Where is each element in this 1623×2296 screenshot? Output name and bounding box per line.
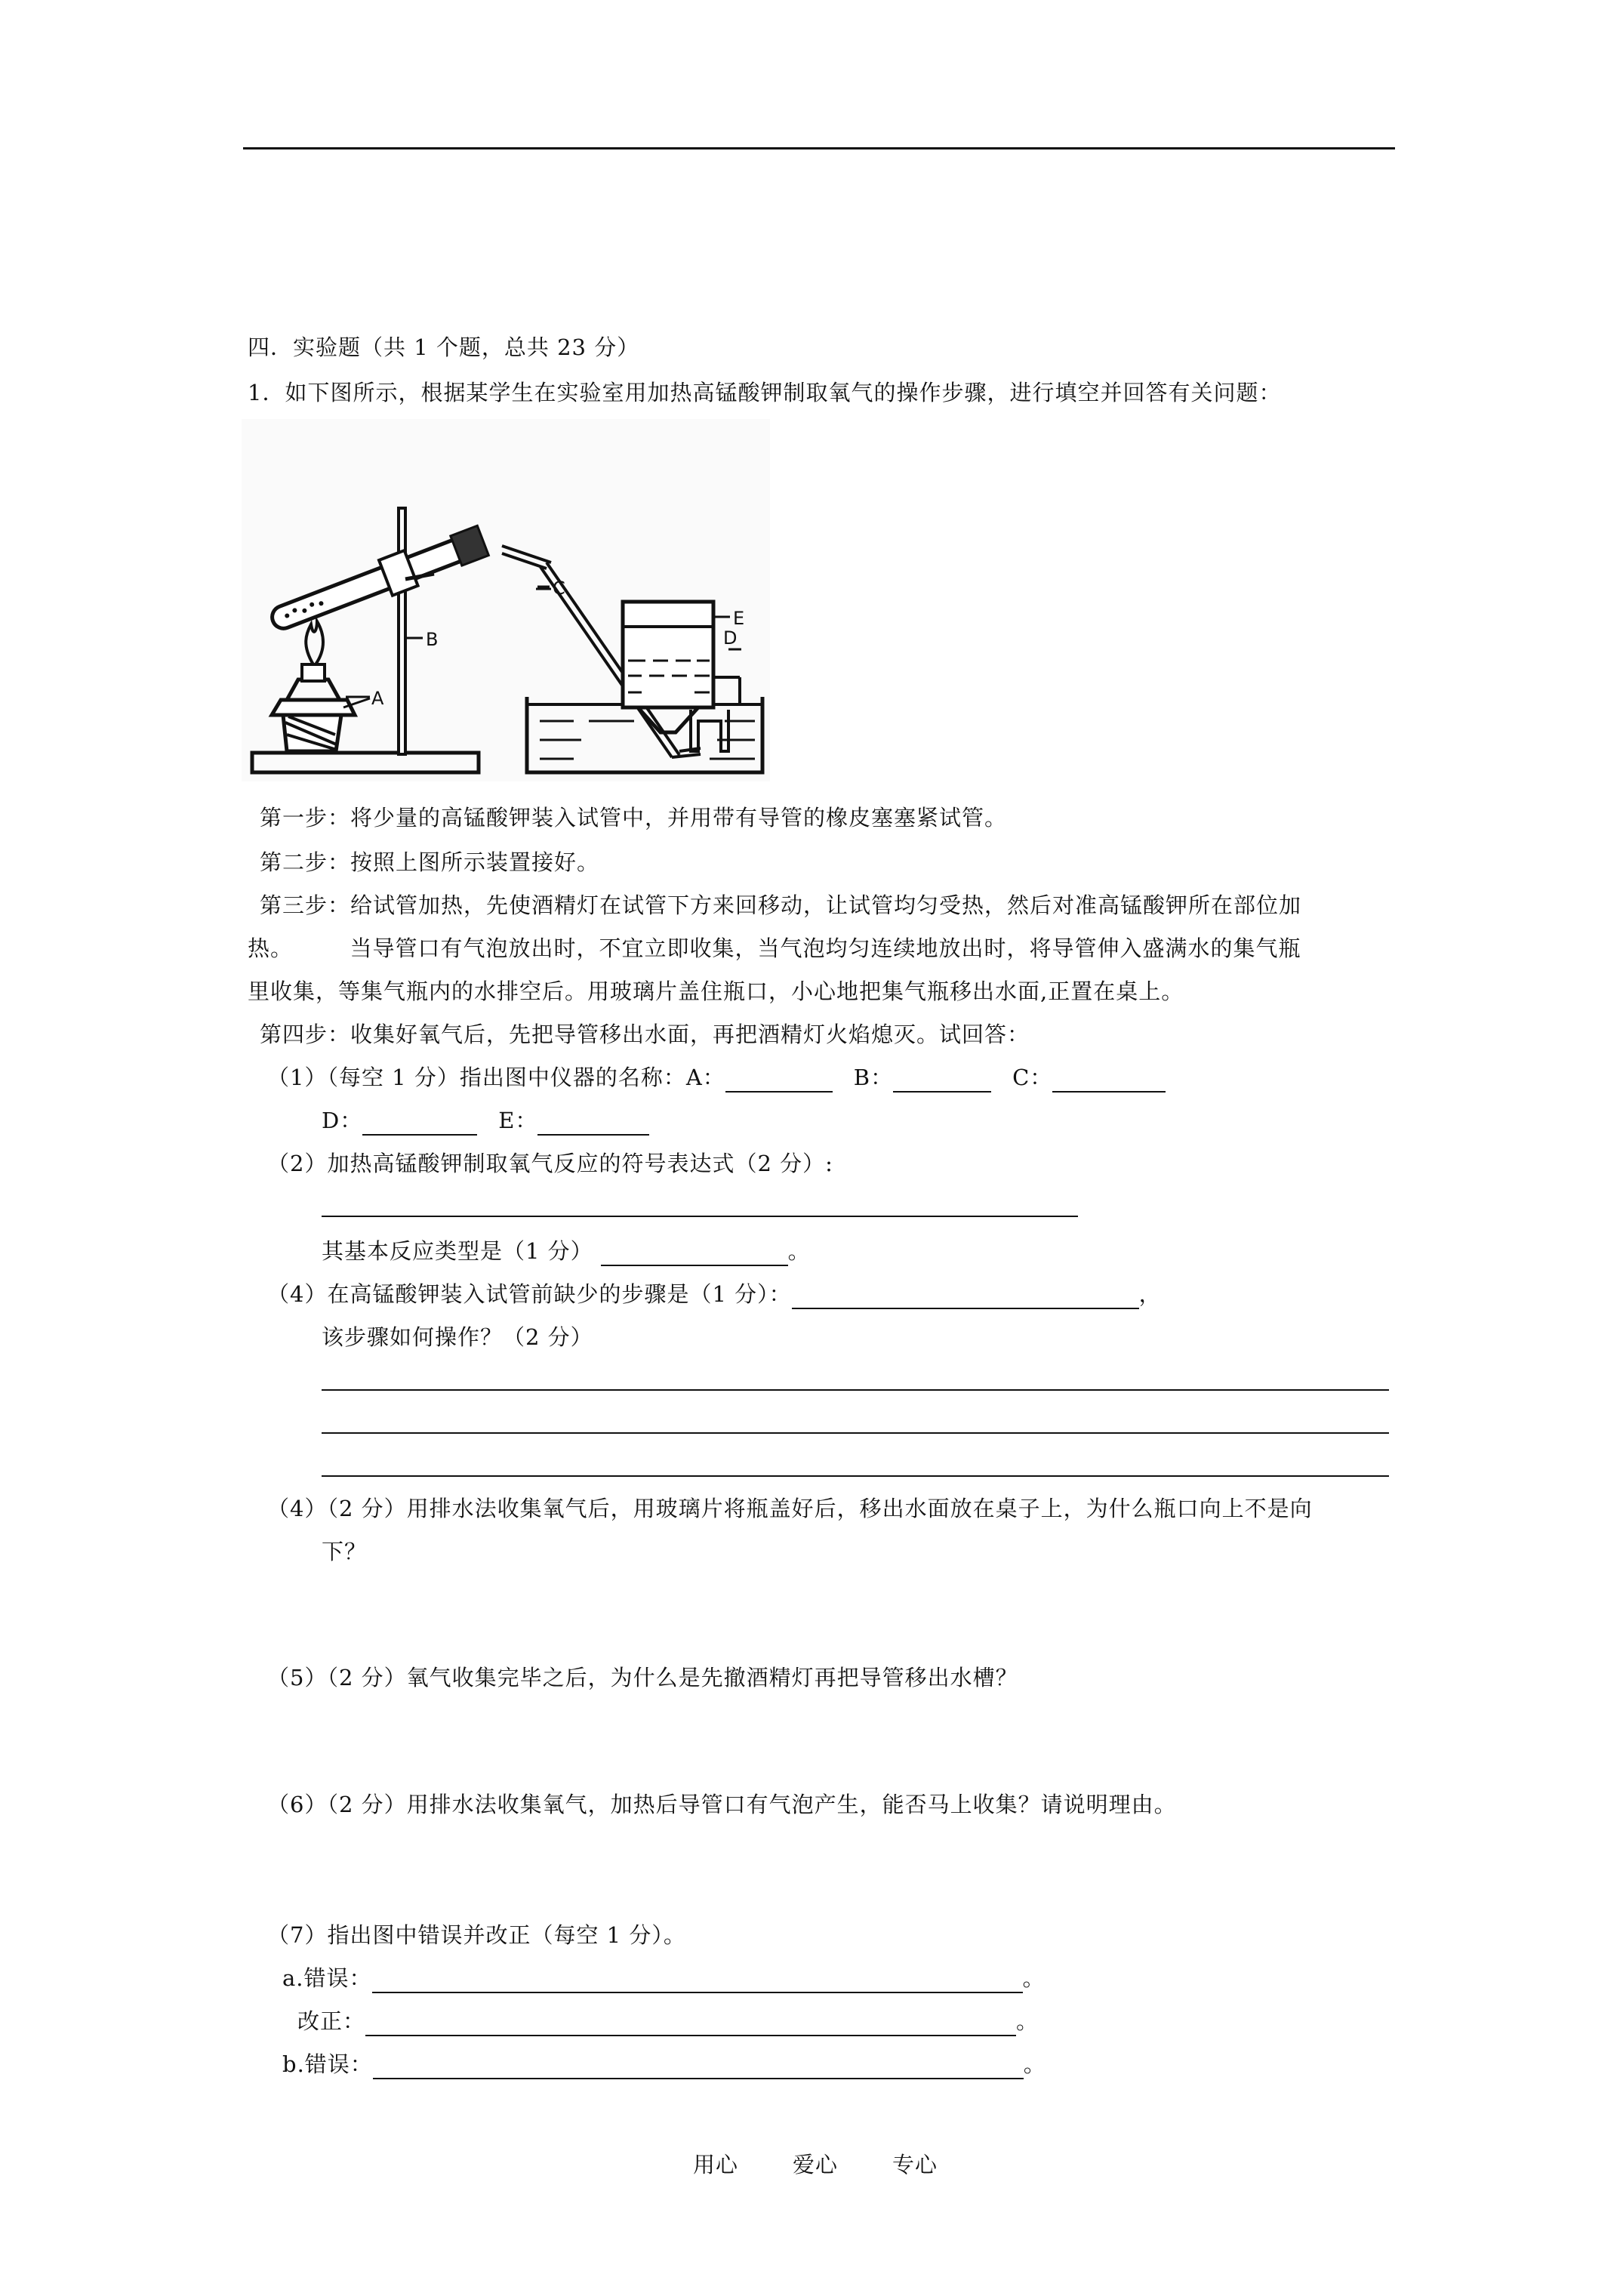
label-a: A <box>371 688 384 709</box>
header-rule <box>243 147 1395 149</box>
q7-b-error-end: 。 <box>1023 2051 1046 2077</box>
q7-text: （7）指出图中错误并改正（每空 1 分）。 <box>267 1922 686 1948</box>
footer-word-3: 专心 <box>892 2152 938 2177</box>
q1-line1 <box>267 1062 1166 1093</box>
q7-a-error-line <box>282 1963 1046 1993</box>
footer <box>693 2150 938 2180</box>
label-d: D <box>723 627 738 649</box>
answer-blank-reaction-type[interactable] <box>601 1242 788 1266</box>
answer-blank-a[interactable] <box>725 1068 833 1093</box>
q4a-sub: 该步骤如何操作？（2 分） <box>322 1324 593 1350</box>
answer-blank-error-a[interactable] <box>372 1969 1023 1993</box>
apparatus-diagram <box>242 419 770 781</box>
step-4: 第四步：收集好氧气后，先把导管移出水面，再把酒精灯火焰熄灭。试回答： <box>260 1022 1030 1047</box>
q4a-answer-line-1[interactable] <box>322 1389 1389 1391</box>
q2-type-suffix: 。 <box>787 1238 811 1264</box>
step-1: 第一步：将少量的高锰酸钾装入试管中，并用带有导管的橡皮塞塞紧试管。 <box>260 805 1008 831</box>
q1-prefix: （1）（每空 1 分）指出图中仪器的名称：A： <box>267 1065 725 1090</box>
q7-a-error-end: 。 <box>1022 1965 1046 1991</box>
label-c: C <box>553 578 565 599</box>
footer-word-1: 用心 <box>693 2152 739 2177</box>
answer-blank-e[interactable] <box>537 1111 649 1136</box>
q4b-line2: 下？ <box>322 1539 368 1564</box>
answer-blank-b[interactable] <box>893 1068 991 1093</box>
q2-type-line <box>322 1236 811 1266</box>
q4a-suffix: ， <box>1138 1281 1162 1307</box>
question-intro: 1．如下图所示，根据某学生在实验室用加热高锰酸钾制取氧气的操作步骤，进行填空并回答有关问题： <box>248 380 1282 405</box>
label-b: B <box>426 629 439 650</box>
q1-b-label: B： <box>853 1065 894 1090</box>
answer-blank-c[interactable] <box>1052 1068 1166 1093</box>
answer-blank-missing-step[interactable] <box>792 1285 1139 1309</box>
q4a-line <box>267 1279 1162 1309</box>
q1-line2 <box>322 1105 649 1136</box>
q5-text: （5）（2 分）氧气收集完毕之后，为什么是先撤酒精灯再把导管移出水槽？ <box>267 1665 1018 1690</box>
q4a-answer-line-3[interactable] <box>322 1475 1389 1477</box>
footer-word-2: 爱心 <box>793 2152 839 2177</box>
step-3-line3: 里收集，等集气瓶内的水排空后。用玻璃片盖住瓶口，小心地把集气瓶移出水面,正置在桌上。 <box>248 978 1184 1004</box>
q7-b-error-label: b.错误： <box>282 2051 373 2077</box>
q7-b-error-line <box>282 2049 1046 2079</box>
q4b-line1: （4）（2 分）用排水法收集氧气后，用玻璃片将瓶盖好后，移出水面放在桌子上，为什么瓶口向上不是向 <box>267 1496 1313 1521</box>
q4a-answer-line-2[interactable] <box>322 1432 1389 1434</box>
q4a-text: （4）在高锰酸钾装入试管前缺少的步骤是（1 分）： <box>267 1281 792 1307</box>
step-3-line2: 热。 当导管口有气泡放出时，不宜立即收集，当气泡均匀连续地放出时，将导管伸入盛满水的集气瓶 <box>248 935 1301 961</box>
q7-a-fix-label: 改正： <box>297 2008 366 2034</box>
step-2: 第二步：按照上图所示装置接好。 <box>260 849 600 875</box>
q7-a-fix-end: 。 <box>1016 2008 1039 2034</box>
q2-answer-line[interactable] <box>322 1216 1078 1217</box>
q6-text: （6）（2 分）用排水法收集氧气，加热后导管口有气泡产生，能否马上收集？请说明理由。 <box>267 1792 1177 1817</box>
q2-text: （2）加热高锰酸钾制取氧气反应的符号表达式（2 分）: <box>267 1151 833 1176</box>
q7-a-fix-line <box>297 2006 1039 2036</box>
q2-type-prefix: 其基本反应类型是（1 分） <box>322 1238 593 1264</box>
answer-blank-d[interactable] <box>362 1111 477 1136</box>
label-e: E <box>733 608 745 629</box>
q7-a-error-label: a.错误： <box>282 1965 372 1991</box>
q1-e-label: E： <box>498 1108 538 1133</box>
section-title: 四．实验题（共 1 个题，总共 23 分） <box>248 334 640 360</box>
answer-blank-fix-a[interactable] <box>365 2012 1016 2036</box>
step-3-line1: 第三步：给试管加热，先使酒精灯在试管下方来回移动，让试管均匀受热，然后对准高锰酸钾所在部位加 <box>260 892 1302 918</box>
answer-blank-error-b[interactable] <box>373 2055 1024 2079</box>
q1-c-label: C： <box>1012 1065 1053 1090</box>
stand-rod <box>399 508 405 754</box>
q1-d-label: D： <box>322 1108 363 1133</box>
